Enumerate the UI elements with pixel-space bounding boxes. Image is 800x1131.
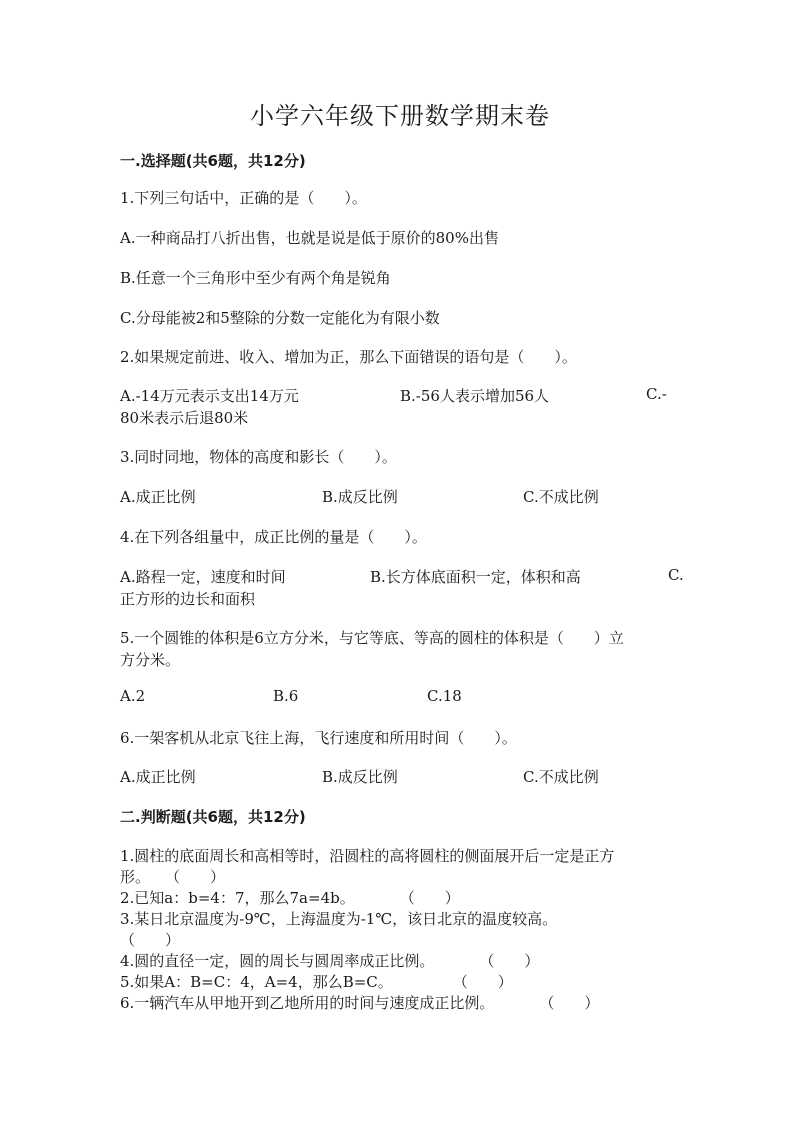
question-3-stem: 3.同时同地，物体的高度和影长（ ）。 bbox=[120, 448, 397, 466]
question-4-option-a: A.路程一定，速度和时间 bbox=[120, 568, 286, 586]
question-6-stem: 6.一架客机从北京飞往上海，飞行速度和所用时间（ ）。 bbox=[120, 729, 517, 747]
question-1-stem: 1.下列三句话中，正确的是（ ）。 bbox=[120, 189, 367, 207]
judgement-6: 6.一辆汽车从甲地开到乙地所用的时间与速度成正比例。 （ ） bbox=[120, 994, 600, 1012]
question-4-option-b: B.长方体底面积一定，体积和高 bbox=[370, 568, 581, 586]
question-6-option-a: A.成正比例 bbox=[120, 768, 196, 786]
question-2-option-c-part1: C.- bbox=[646, 385, 667, 403]
question-5-stem-line2: 方分米。 bbox=[120, 651, 181, 669]
question-1-option-a: A.一种商品打八折出售，也就是说是低于原价的80%出售 bbox=[120, 229, 499, 247]
section-heading-judgement: 二.判断题(共6题，共12分) bbox=[120, 808, 306, 826]
question-5-stem-line1: 5.一个圆锥的体积是6立方分米，与它等底、等高的圆柱的体积是（ ）立 bbox=[120, 629, 624, 647]
question-2-stem: 2.如果规定前进、收入、增加为正，那么下面错误的语句是（ ）。 bbox=[120, 348, 577, 366]
question-3-option-a: A.成正比例 bbox=[120, 488, 196, 506]
question-3-option-b: B.成反比例 bbox=[322, 488, 398, 506]
question-5-option-b: B.6 bbox=[273, 687, 299, 705]
question-5-options bbox=[120, 687, 680, 709]
question-1-option-b: B.任意一个三角形中至少有两个角是锐角 bbox=[120, 269, 391, 287]
question-2-option-a: A.-14万元表示支出14万元 bbox=[120, 387, 299, 405]
judgement-3-line2: （ ） bbox=[120, 931, 181, 949]
judgement-3-line1: 3.某日北京温度为-9℃，上海温度为-1℃，该日北京的温度较高。 bbox=[120, 910, 558, 928]
page-title: 小学六年级下册数学期末卷 bbox=[250, 102, 550, 130]
section-heading-choice: 一.选择题(共6题，共12分) bbox=[120, 152, 306, 170]
question-2-option-b: B.-56人表示增加56人 bbox=[400, 387, 550, 405]
judgement-1-line2: 形。 （ ） bbox=[120, 868, 226, 886]
judgement-1-line1: 1.圆柱的底面周长和高相等时，沿圆柱的高将圆柱的侧面展开后一定是正方 bbox=[120, 847, 615, 865]
question-4-options bbox=[120, 566, 684, 588]
question-4-option-c-part1: C. bbox=[668, 566, 684, 584]
question-3-options bbox=[120, 486, 680, 508]
question-5-option-a: A.2 bbox=[120, 687, 146, 705]
judgement-2: 2.已知a：b=4：7，那么7a=4b。 （ ） bbox=[120, 889, 460, 907]
judgement-5: 5.如果A：B=C：4，A=4，那么B=C。 （ ） bbox=[120, 973, 513, 991]
judgement-4: 4.圆的直径一定，圆的周长与圆周率成正比例。 （ ） bbox=[120, 952, 540, 970]
question-2-option-c-part2: 80米表示后退80米 bbox=[120, 409, 249, 427]
question-2-options bbox=[120, 385, 680, 407]
question-4-option-c-part2: 正方形的边长和面积 bbox=[120, 590, 256, 608]
question-6-option-c: C.不成比例 bbox=[523, 768, 599, 786]
question-6-option-b: B.成反比例 bbox=[322, 768, 398, 786]
question-3-option-c: C.不成比例 bbox=[523, 488, 599, 506]
question-4-stem: 4.在下列各组量中，成正比例的量是（ ）。 bbox=[120, 528, 427, 546]
question-5-option-c: C.18 bbox=[427, 687, 462, 705]
question-6-options bbox=[120, 766, 680, 788]
question-1-option-c: C.分母能被2和5整除的分数一定能化为有限小数 bbox=[120, 309, 440, 327]
